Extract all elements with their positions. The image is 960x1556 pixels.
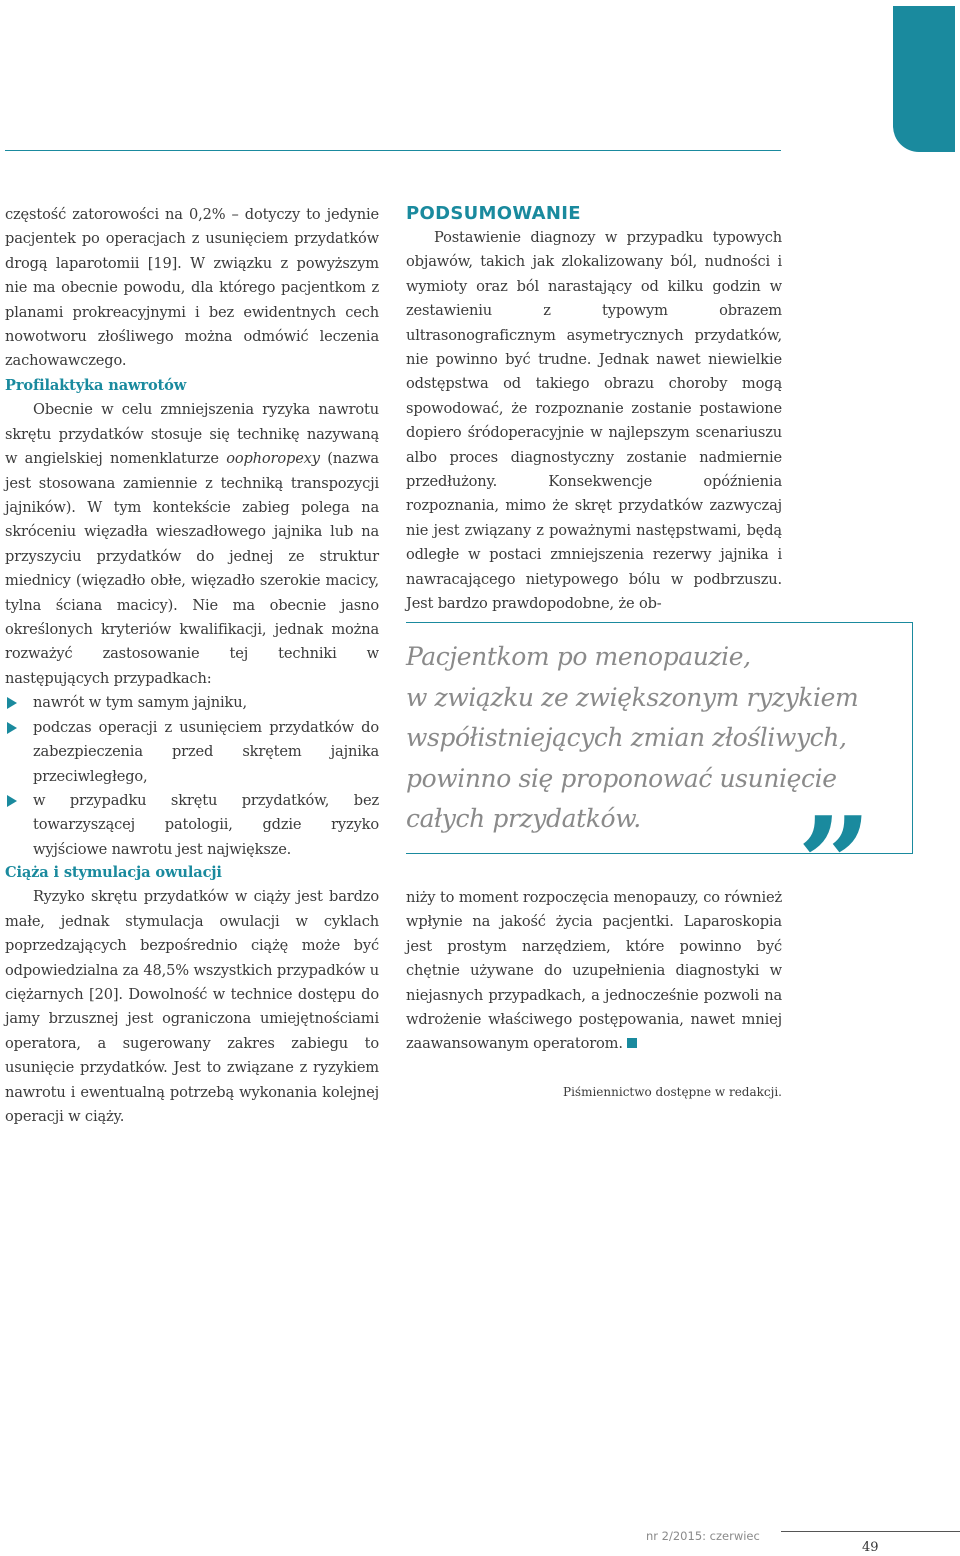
summary-paragraph: Postawienie diagnozy w przypadku typowych objawów, takich jak zlokalizowany ból, nudności i wymioty oraz ból narastający od kilku godzin w zestawieniu z typowym obrazem ultrasonograficznym asymetrycznych przydatków, nie powinno być trudne. Jednak nawet niewielkie odstępstwa od takiego obrazu choroby mogą spowodować, że rozpoznanie zostanie postawione dopiero śródoperacyjnie w najlepszym scenariuszu albo proces diagnostyczny zostanie nadmiernie przedłużony. Konsekwencje opóźnienia rozpoznania, mimo że skręt przydatków zazwyczaj nie jest związany z poważnymi następstwami, będą odległe w postaci zmniejszenia rezerwy jajnika i nawracającego nietypowego bólu w podbrzuszu. Jest bardzo prawdopodobne, że ob- bbox=[406, 229, 782, 613]
recurrence-paragraph bbox=[5, 398, 379, 691]
summary-heading: PODSUMOWANIE bbox=[406, 203, 581, 224]
header-rule bbox=[5, 150, 781, 151]
bullet-arrow-icon bbox=[7, 795, 17, 807]
recurrence-text-b: (nazwa jest stosowana zamiennie z techniką transpozycji jajników). W tym kontekście zabieg polega na skróceniu więzadła wieszadłowego jajnika lub na przyszyciu przydatków do jednej ze struktur miednicy (więzadło obłe, więzadło szerokie macicy, tylna ściana macicy). Nie ma obecnie jasno określonych kryteriów kwalifikacji, jednak można rozważyć zastosowanie tej techniki w następujących przypadkach: bbox=[5, 450, 379, 687]
recurrence-text-a: Obecnie w celu zmniejszenia ryzyka nawrotu skrętu przydatków stosuje się technikę nazywaną w angielskiej nomenklaturze bbox=[5, 401, 379, 468]
pull-quote-line: powinno się proponować usunięcie bbox=[406, 763, 837, 793]
page-corner-tab bbox=[893, 6, 955, 152]
section-heading-pregnancy: Ciąża i stymulacja owulacji bbox=[5, 864, 222, 881]
continuation-paragraph: niży to moment rozpoczęcia menopauzy, co również wpłynie na jakość życia pacjentki. Laparoskopia jest prostym narzędziem, które powinno być chętnie używane do uzupełnienia diagnostyki w niejasnych przypadkach, a jednocześnie pozwoli na wdrożenie właściwego postępowania, nawet mniej zaawansowanym operatorom. bbox=[406, 889, 782, 1053]
list-item: nawrót w tym samym jajniku, bbox=[5, 691, 379, 715]
section-pregnancy bbox=[5, 861, 379, 1129]
references-note: Piśmiennictwo dostępne w redakcji. bbox=[563, 1085, 782, 1099]
list-item: w przypadku skrętu przydatków, bez towarzyszącej patologii, gdzie ryzyko wyjściowe nawrotu jest największe. bbox=[5, 789, 379, 862]
pregnancy-paragraph: Ryzyko skrętu przydatków w ciąży jest bardzo małe, jednak stymulacja owulacji w cyklach poprzedzających bezpośrednio ciążę może być odpowiedzialna za 48,5% wszystkich przypadków u ciężarnych [20]. Dowolność w technice dostępu do jamy brzusznej jest ograniczona umiejętnościami operatora, a sugerowany zakres zabiegu to usunięcie przydatków. Jest to związane z ryzykiem nawrotu i ewentualną potrzebą wykonania kolejnej operacji w ciąży. bbox=[5, 888, 379, 1126]
recurrence-term: oophoropexy bbox=[226, 450, 320, 468]
left-column-intro bbox=[5, 203, 379, 374]
pull-quote-line: w związku ze zwiększonym ryzykiem bbox=[406, 682, 859, 712]
section-recurrence-prevention bbox=[5, 374, 379, 862]
issue-label: nr 2/2015: czerwiec bbox=[646, 1529, 760, 1543]
list-item: podczas operacji z usunięciem przydatków do zabezpieczenia przed skrętem jajnika przeciwległego, bbox=[5, 716, 379, 789]
bullet-arrow-icon bbox=[7, 697, 17, 709]
bullet-arrow-icon bbox=[7, 722, 17, 734]
intro-paragraph: częstość zatorowości na 0,2% – dotyczy to jedynie pacjentek po operacjach z usunięciem przydatków drogą laparotomii [19]. W związku z powyższym nie ma obecnie powodu, dla którego pacjentkom z planami prokreacyjnymi i bez ewidentnych cech nowotworu złośliwego można odmówić leczenia zachowawczego. bbox=[5, 206, 379, 370]
quote-mark-icon: ” bbox=[797, 788, 872, 941]
indication-list bbox=[5, 691, 379, 862]
page-number: 49 bbox=[862, 1540, 879, 1555]
pull-quote-line: całych przydatków. bbox=[406, 804, 641, 833]
section-heading-recurrence: Profilaktyka nawrotów bbox=[5, 377, 187, 394]
footer-rule bbox=[781, 1531, 960, 1532]
end-mark-icon bbox=[627, 1038, 637, 1048]
pull-quote-line: Pacjentkom po menopauzie, bbox=[406, 642, 751, 671]
section-continuation bbox=[406, 886, 782, 1057]
pull-quote-line: współistniejących zmian złośliwych, bbox=[406, 723, 847, 752]
section-summary bbox=[406, 202, 782, 617]
